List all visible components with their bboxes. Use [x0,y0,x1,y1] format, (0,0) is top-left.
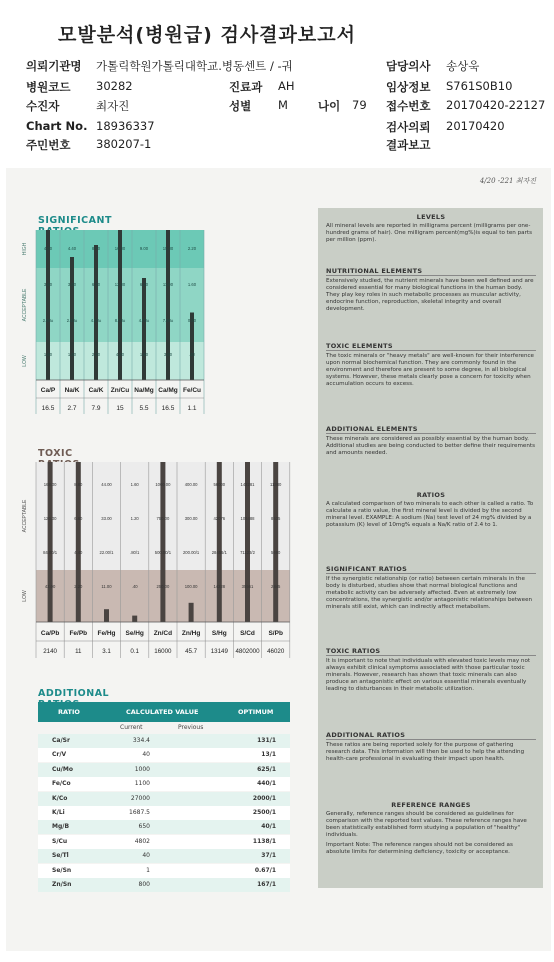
additional-row-ratio: Se/Sn [52,866,72,874]
tox-scale-label: 142281 [240,482,255,487]
tox-scale-label: 4.40 [74,550,83,555]
hospital-label: 의뢰기관명 [26,59,82,73]
sig-category-label: Fe/Cu [182,387,202,394]
additional-row-ratio: Mg/B [52,823,70,831]
additional-row-optimum: 625/1 [257,765,276,773]
nutritional-section: NUTRITIONAL ELEMENTS Extensively studied, the nutrient minerals have been well defined and are considered essential for many biological functions in the human body. They play key roles in such metabolic processes as muscular activity, endocrine function, reproduction, skeletal integrity and overall development. [326,268,536,313]
sig-bar [166,230,170,380]
receipt-label: 접수번호 [386,99,431,113]
sig-scale-label: 16.00 [114,246,126,251]
tox-scale-label: 500.00/1 [154,550,172,555]
tox-scale-label: 2.20 [74,584,83,589]
sig-scale-label: 9.00 [139,246,149,251]
tox-value-label: 3.1 [102,648,111,655]
additional-row-ratio: Se/Tl [52,852,69,860]
additional-row-current: 40 [142,751,150,759]
additional-row-optimum: 131/1 [257,737,276,744]
sig-value-label: 16.5 [41,405,55,412]
tox-scale-label: 6.60 [74,516,83,521]
additional-row-optimum: 2500/1 [252,809,276,816]
additional-row-optimum: 37/1 [261,852,276,860]
additional-row [38,864,290,878]
tox-scale-label: 11.00 [101,584,112,589]
doctor-label: 담당의사 [386,59,431,73]
col-optimum: OPTIMUM [238,708,274,716]
add-ratios-section: ADDITIONAL RATIOS These ratios are being reported solely for the purpose of gathering research data. This information will then be used to help the attending health-care professional in evaluating their impact upon health. [326,732,536,763]
tox-scale-label: 1.60 [130,482,139,487]
tox-scale-label: 168.00 [43,482,57,487]
additional-row-current: 650 [138,823,150,831]
significant-title: SIGNIFICANT [38,215,144,239]
tox-zone-label: ACCEPTABLE [22,499,28,533]
tox-scale-label: 1.20 [130,516,139,521]
sig-category-label: Ca/Mg [158,387,178,394]
tox-scale-label: 28456/1 [211,550,227,555]
tox-scale-label: 200.00/1 [182,550,200,555]
tox-ratios-section: TOXIC RATIOS It is important to note that individuals with elevated toxic levels may not always exhibit clinical symptoms associated with those particular toxic minerals. However, research has shown that toxic minerals can also produce an antagonistic effect on various essential minerals eventually leading to disturbances in their metabolic utilization. [326,648,536,693]
sig-category-label: Zn/Cu [110,387,130,394]
additional-table [38,702,290,892]
additional-row-current: 1000 [134,765,150,773]
additional-row-current: 800 [138,881,150,888]
tox-scale-label: 84.00/1 [43,550,58,555]
sig-scale-label: 1.40 [67,352,77,357]
additional-row-ratio: Cr/V [52,751,67,759]
sig-bar [142,278,146,380]
tox-category-label: Fe/Pb [69,630,88,637]
tox-scale-label: 5690 [271,550,281,555]
additional-row-ratio: S/Cu [52,837,68,845]
tox-category-label: Zn/Hg [181,630,201,637]
additional-row [38,835,290,849]
tox-scale-label: 400.00 [184,482,198,487]
sig-category-label: Na/K [64,387,80,394]
tox-scale-label: .80/1 [130,550,140,555]
explanation-panel [318,208,543,888]
tox-scale-label: 750.00 [156,516,170,521]
tox-scale-label: 22.00/1 [99,550,114,555]
sig-scale-label: 1.60 [139,352,149,357]
hospital-value: 가톨릭학원가톨릭대학교.병동센트 / -궈 [96,59,293,73]
sig-scale-label: 2.20 [91,352,101,357]
clinical-value: S761S0B10 [446,79,513,93]
levels-section: LEVELS All mineral levels are reported in milligrams percent (milligrams per one-hundred grams of hair). One milligram percent(mg%)is equal to ten parts per million (ppm). [326,213,533,243]
clinical-label: 임상정보 [386,80,431,94]
tox-value-label: 4802000 [235,648,260,655]
sub-current: Current [120,724,143,731]
tox-category-label: Zn/Cd [153,630,173,637]
sig-category-label: Na/Mg [134,387,154,394]
tox-scale-label: 33.00 [101,516,112,521]
tox-scale-label: 8.80 [74,482,83,487]
sig-scale-label: .20 [189,352,195,357]
tox-category-label: Ca/Pb [40,630,60,637]
additional-row-optimum: 13/1 [261,751,276,759]
col-ratio: RATIO [58,708,80,716]
reference-section: REFERENCE RANGES Generally, reference ranges should be considered as guidelines for comparison with the reported test values. These reference ranges have been statistically established form studying a population of "healthy" individuals. Important Note: The reference ranges should not be considered as absolute limits for determining deficiency, toxicity or acceptance. [326,801,527,855]
sig-scale-label: 4.00 [115,352,125,357]
tox-scale-label: 1000.00 [155,482,171,487]
sig-scale-label: 4.40 [67,246,77,251]
tox-value-label: 13149 [210,648,228,655]
sig-zone-label: LOW [22,355,28,367]
sig-scale-label: 2.20 [187,246,197,251]
additional-row-current: 1100 [134,780,150,788]
tox-value-label: 2140 [43,648,57,655]
additional-row-optimum: 40/1 [261,823,276,831]
additional-title: ADDITIONAL [38,688,138,712]
sig-value-label: 1.1 [187,405,197,412]
tox-scale-label: 8535 [271,516,281,521]
sig-bar [118,230,122,380]
sig-category-label: Ca/K [88,387,104,394]
sig-scale-label: 1.60 [43,352,53,357]
tox-value-label: 16000 [154,648,172,655]
additional-row-current: 1687.5 [129,809,150,816]
sig-scale-label: 2.40± [66,318,78,323]
sig-value-label: 5.5 [139,405,149,412]
toxic-elements-section: TOXIC ELEMENTS The toxic minerals or "heavy metals" are well-known for their interference upon normal biochemical function. They are commonly found in the environment and therefore are present to some degree, in all biological systems. However, these metals clearly pose a concern for toxicity when accumulation occurs to excess. [326,342,535,387]
tox-scale-label: 35561 [241,584,254,589]
additional-row-ratio: Cu/Mo [52,765,73,773]
additional-row [38,820,290,834]
additional-row-optimum: 2000/1 [252,794,276,802]
sig-scale-label: 3.40 [67,282,77,287]
tox-value-label: 46020 [267,648,285,655]
sig-scale-label: 15.00 [162,246,174,251]
sig-ratios-section: SIGNIFICANT RATIOS If the synergistic relationship (or ratio) between certain minerals in the body is disturbed, studies show that normal biological functions and metabolic activity can be adversely affected. Even at extremely low concentrations, the synergistic and/or antagonistic relationships between minerals still exist, which can indirectly affect metabolism. [326,566,536,611]
additional-row [38,878,290,892]
additional-row-ratio: Ca/Sr [52,737,70,744]
code-label: 병원코드 [26,80,71,94]
sig-bar [46,230,50,380]
patient-value: 최자진 [96,99,130,113]
tox-scale-label: 42.00 [44,584,56,589]
additional-row-current: 40 [142,852,150,860]
doctor-value: 송상욱 [446,59,480,73]
tox-scale-label: 126.00 [43,516,57,521]
tox-scale-label: 14228 [213,584,226,589]
tox-scale-label: 300.00 [184,516,198,521]
tox-value-label: 11 [75,648,82,655]
rrn-value: 380207-1 [96,137,152,151]
tox-category-label: S/Cd [240,630,255,637]
additional-row [38,849,290,863]
tox-scale-label: 100.00 [184,584,198,589]
tox-scale-label: 250.00 [156,584,170,589]
chart-label: Chart No. [26,119,88,133]
chart-value: 18936337 [96,119,155,133]
toxic-chart [18,460,298,664]
sig-scale-label: 2.60± [42,318,54,323]
additional-row-optimum: 0.67/1 [254,866,276,874]
dept-value: AH [278,79,295,93]
additional-table-header [38,702,290,722]
sig-scale-label: 0.80 [187,318,197,323]
tox-scale-label: 106488 [240,516,255,521]
tox-scale-label: 56000 [213,482,226,487]
tox-scale-label: 71123/2 [240,550,255,555]
sig-value-label: 2.7 [67,405,77,412]
tox-category-label: Fe/Hg [97,630,116,637]
rrn-label: 주민번호 [26,138,71,152]
sig-scale-label: 12.00 [114,282,126,287]
sig-value-label: 16.5 [161,405,175,412]
age-value: 79 [352,98,367,112]
sig-zone-label: ACCEPTABLE [22,288,28,322]
sig-scale-label: 3.60 [43,282,53,287]
handwritten-note: 4/20 -221 최자진 [479,177,536,185]
additional-row-optimum: 1138/1 [252,837,276,845]
additional-row-optimum: 440/1 [257,780,276,788]
ratios-section: RATIOS A calculated comparison of two minerals to each other is called a ratio. To calculate a ratio value, the first mineral level is divided by the second mineral level. EXAMPLE: A sodium (Na) test level of 24 mg% divided by a potassium (K) level of 10mg% equals a Na/K ratio of 2.4 to 1. [326,491,534,528]
dept-label: 진료과 [229,80,263,94]
tox-value-label: 45.7 [185,648,198,655]
tox-scale-label: 44.00 [101,482,112,487]
sex-label: 성별 [229,99,252,113]
tox-bar [104,609,109,622]
sig-scale-label: 6.30 [91,282,101,287]
sig-bar [94,245,98,380]
request-label: 검사의뢰 [386,120,431,134]
sig-zone-label: HIGH [22,242,28,256]
sig-scale-label: 7.00± [162,318,174,323]
result-label: 결과보고 [386,138,431,152]
additional-row-optimum: 167/1 [257,881,276,888]
tox-bar [189,603,194,622]
sig-scale-label: 6.30 [139,282,149,287]
sig-value-label: 7.9 [91,405,101,412]
significant-svg [18,228,218,423]
additional-row-current: 4802 [134,837,150,845]
additional-row [38,792,290,806]
sig-scale-label: 8.00± [114,318,126,323]
code-value: 30282 [96,79,133,93]
additional-row [38,777,290,791]
additional-row [38,806,290,820]
significant-chart [18,228,218,427]
tox-category-label: S/Hg [211,630,227,637]
tox-zone-label: LOW [22,590,28,602]
report-title: 모발분석(병원급) 검사결과보고서 [58,24,356,46]
patient-label: 수진자 [26,99,60,113]
additional-row-current: 27000 [130,794,150,802]
request-value: 20170420 [446,119,505,133]
sex-value: M [278,98,288,112]
additional-row [38,748,290,762]
sig-scale-label: 8.70 [91,246,101,251]
col-calculated: CALCULATED VALUE [126,708,199,716]
additional-row-current: 334.4 [132,737,150,744]
sig-scale-label: 11.00 [162,282,174,287]
tox-bar [132,616,137,622]
additional-row [38,763,290,777]
sig-scale-label: 3.00 [163,352,173,357]
tox-scale-label: 42076 [213,516,226,521]
age-label: 나이 [318,99,341,113]
additional-row-ratio: K/Co [52,794,68,802]
sig-value-label: 15 [116,405,124,412]
tox-category-label: S/Pb [268,630,283,637]
sub-previous: Previous [178,724,204,731]
sig-scale-label: 1.60 [187,282,197,287]
additional-row-ratio: Zn/Sn [52,881,72,888]
tox-category-label: Se/Hg [125,630,144,637]
additional-row [38,734,290,748]
sig-scale-label: 4.00± [138,318,150,323]
additional-row-ratio: Fe/Co [52,780,71,788]
additional-elements-section: ADDITIONAL ELEMENTS These minerals are considered as possibly essential by the human body. Additional studies are being conducted to better define their requirements and amounts needed. [326,425,535,456]
toxic-svg [18,460,298,660]
tox-value-label: 0.1 [130,648,140,655]
sig-scale-label: 4.00 [43,246,53,251]
additional-row-current: 1 [146,866,150,874]
toxic-title: TOXIC [38,448,108,472]
tox-scale-label: .40 [131,584,138,589]
sig-category-label: Ca/P [40,387,56,394]
additional-row-ratio: K/Li [52,809,65,816]
tox-scale-label: 11380 [270,482,282,487]
tox-scale-label: 2845 [271,584,281,589]
receipt-value: 20170420-22127 [446,98,546,112]
sig-scale-label: 4.20± [90,318,102,323]
